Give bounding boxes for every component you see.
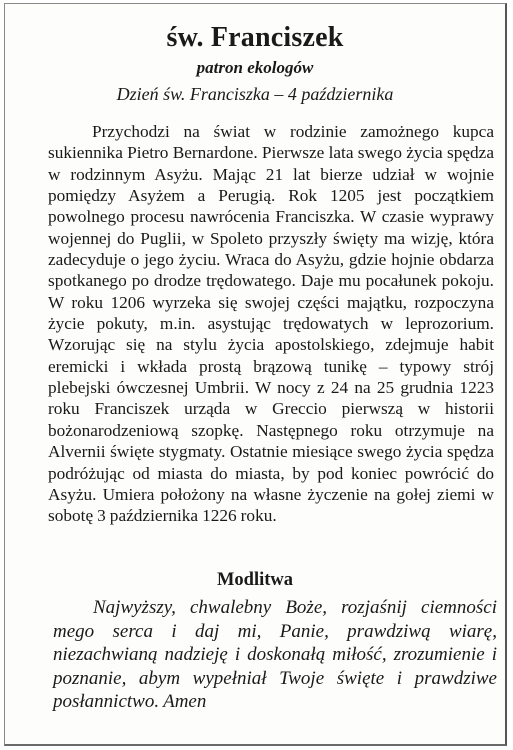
holy-card	[4, 3, 507, 746]
feast-day: Dzień św. Franciszka – 4 października	[116, 84, 394, 104]
prayer-text: Najwyższy, chwalebny Boże, rozjaśnij ciemności mego serca i daj mi, Panie, prawdziwą wiarę, niezachwianą nadzieję i doskonałą miłość, zrozumienie i poznanie, abym wypełniał Twoje święte i prawdziwe posłannictwo. Amen	[53, 597, 497, 713]
card-title: św. Franciszek	[166, 22, 344, 53]
card-subtitle: patron ekologów	[196, 58, 314, 77]
biography-text: Przychodzi na świat w rodzinie zamożnego kupca sukiennika Pietro Bernardone. Pierwsze lata swego życia spędza w rodzinnym Asyżu. Mając 21 lat bierze udział w wojnie pomiędzy Asyżem a Perugią. Rok 1205 jest początkiem powolnego procesu nawrócenia Franciszka. W czasie wyprawy wojennej do Puglii, w Spoleto przyszły święty ma wizję, która zadecyduje o jego życiu. Wraca do Asyżu, gdzie hojnie obdarza spotkanego po drodze trędowatego. Daje mu pocałunek pokoju. W roku 1206 wyrzeka się swojej części majątku, rozpoczyna życie pokuty, m.in. asystując trędowatych w leprozorium. Wzorując się na stylu życia apostolskiego, zdejmuje habit eremicki i wkłada prostą brązową tunikę – typowy strój plebejski ówczesnej Umbrii. W nocy z 24 na 25 grudnia 1223 roku Franciszek urząda w Greccio pierwszą w historii bożonarodzeniową szopkę. Następnego roku otrzymuje na Alvernii święte stygmaty. Ostatnie miesiące swego życia spędza podróżując od miasta do miasta, by pod koniec powrócić do Asyżu. Umiera położony na własne życzenie na gołej ziemi w sobotę 3 października 1226 roku.	[48, 122, 494, 526]
prayer-heading: Modlitwa	[216, 570, 294, 590]
